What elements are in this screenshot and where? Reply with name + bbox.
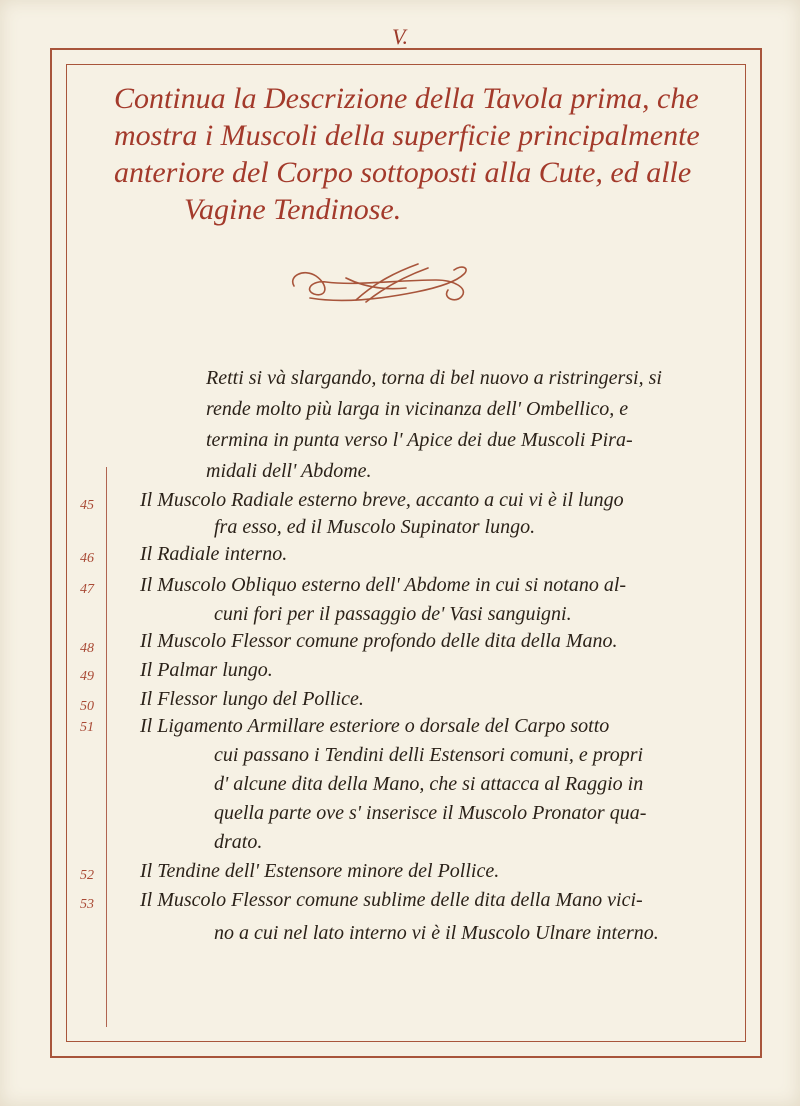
entry-text-line: Il Radiale interno. [140,543,288,565]
entry-number: 52 [80,868,94,883]
entry-text-line: drato. [214,831,263,853]
entry-text-line: Il Muscolo Radiale esterno breve, accanto a cui vi è il lungo [140,489,624,511]
entry-number: 45 [80,498,94,513]
entry-number: 47 [80,582,94,597]
entry-number: 46 [80,551,94,566]
entry-text-line: no a cui nel lato interno vi è il Muscolo Ulnare interno. [214,922,659,944]
title-line: anteriore del Corpo sottoposti alla Cute, ed alle [114,156,692,189]
entry-number: 53 [80,897,94,912]
entry-text-line: Il Muscolo Flessor comune profondo delle dita della Mano. [140,630,618,652]
intro-paragraph [206,363,662,487]
title-line: Vagine Tendinose. [184,193,402,226]
entry-text-line: Il Muscolo Obliquo esterno dell' Abdome in cui si notano al- [140,574,627,596]
page-number: V. [391,24,409,49]
page-title [114,80,744,228]
flourish-ornament-icon [286,258,472,310]
entry-number: 50 [80,699,94,714]
entry-text-line: cui passano i Tendini delli Estensori comuni, e propri [214,744,644,766]
intro-line: termina in punta verso l' Apice dei due Muscoli Pira- [206,429,633,451]
entry-text-line: Il Palmar lungo. [140,659,273,681]
title-line: Continua la Descrizione della Tavola prima, che [114,82,699,115]
entry-text-line: Il Ligamento Armillare esteriore o dorsale del Carpo sotto [140,715,610,737]
entry-text-line: Il Tendine dell' Estensore minore del Pollice. [140,860,500,882]
entry-text-line: Il Muscolo Flessor comune sublime delle dita della Mano vici- [140,889,643,911]
entry-number: 49 [80,669,94,684]
intro-line: midali dell' Abdome. [206,460,372,482]
entry-text-line: cuni fori per il passaggio de' Vasi sanguigni. [214,603,572,625]
title-line: mostra i Muscoli della superficie principalmente [114,119,700,152]
entry-text-line: Il Flessor lungo del Pollice. [140,688,364,710]
entry-text-line: fra esso, ed il Muscolo Supinator lungo. [214,516,536,538]
entry-text-line: quella parte ove s' inserisce il Muscolo Pronator qua- [214,802,647,824]
entry-number: 51 [80,720,94,735]
intro-line: Retti si và slargando, torna di bel nuovo a ristringersi, si [206,367,662,389]
entry-number: 48 [80,641,94,656]
intro-line: rende molto più larga in vicinanza dell' Ombellico, e [206,398,629,420]
entry-text-line: d' alcune dita della Mano, che si attacca al Raggio in [214,773,644,795]
